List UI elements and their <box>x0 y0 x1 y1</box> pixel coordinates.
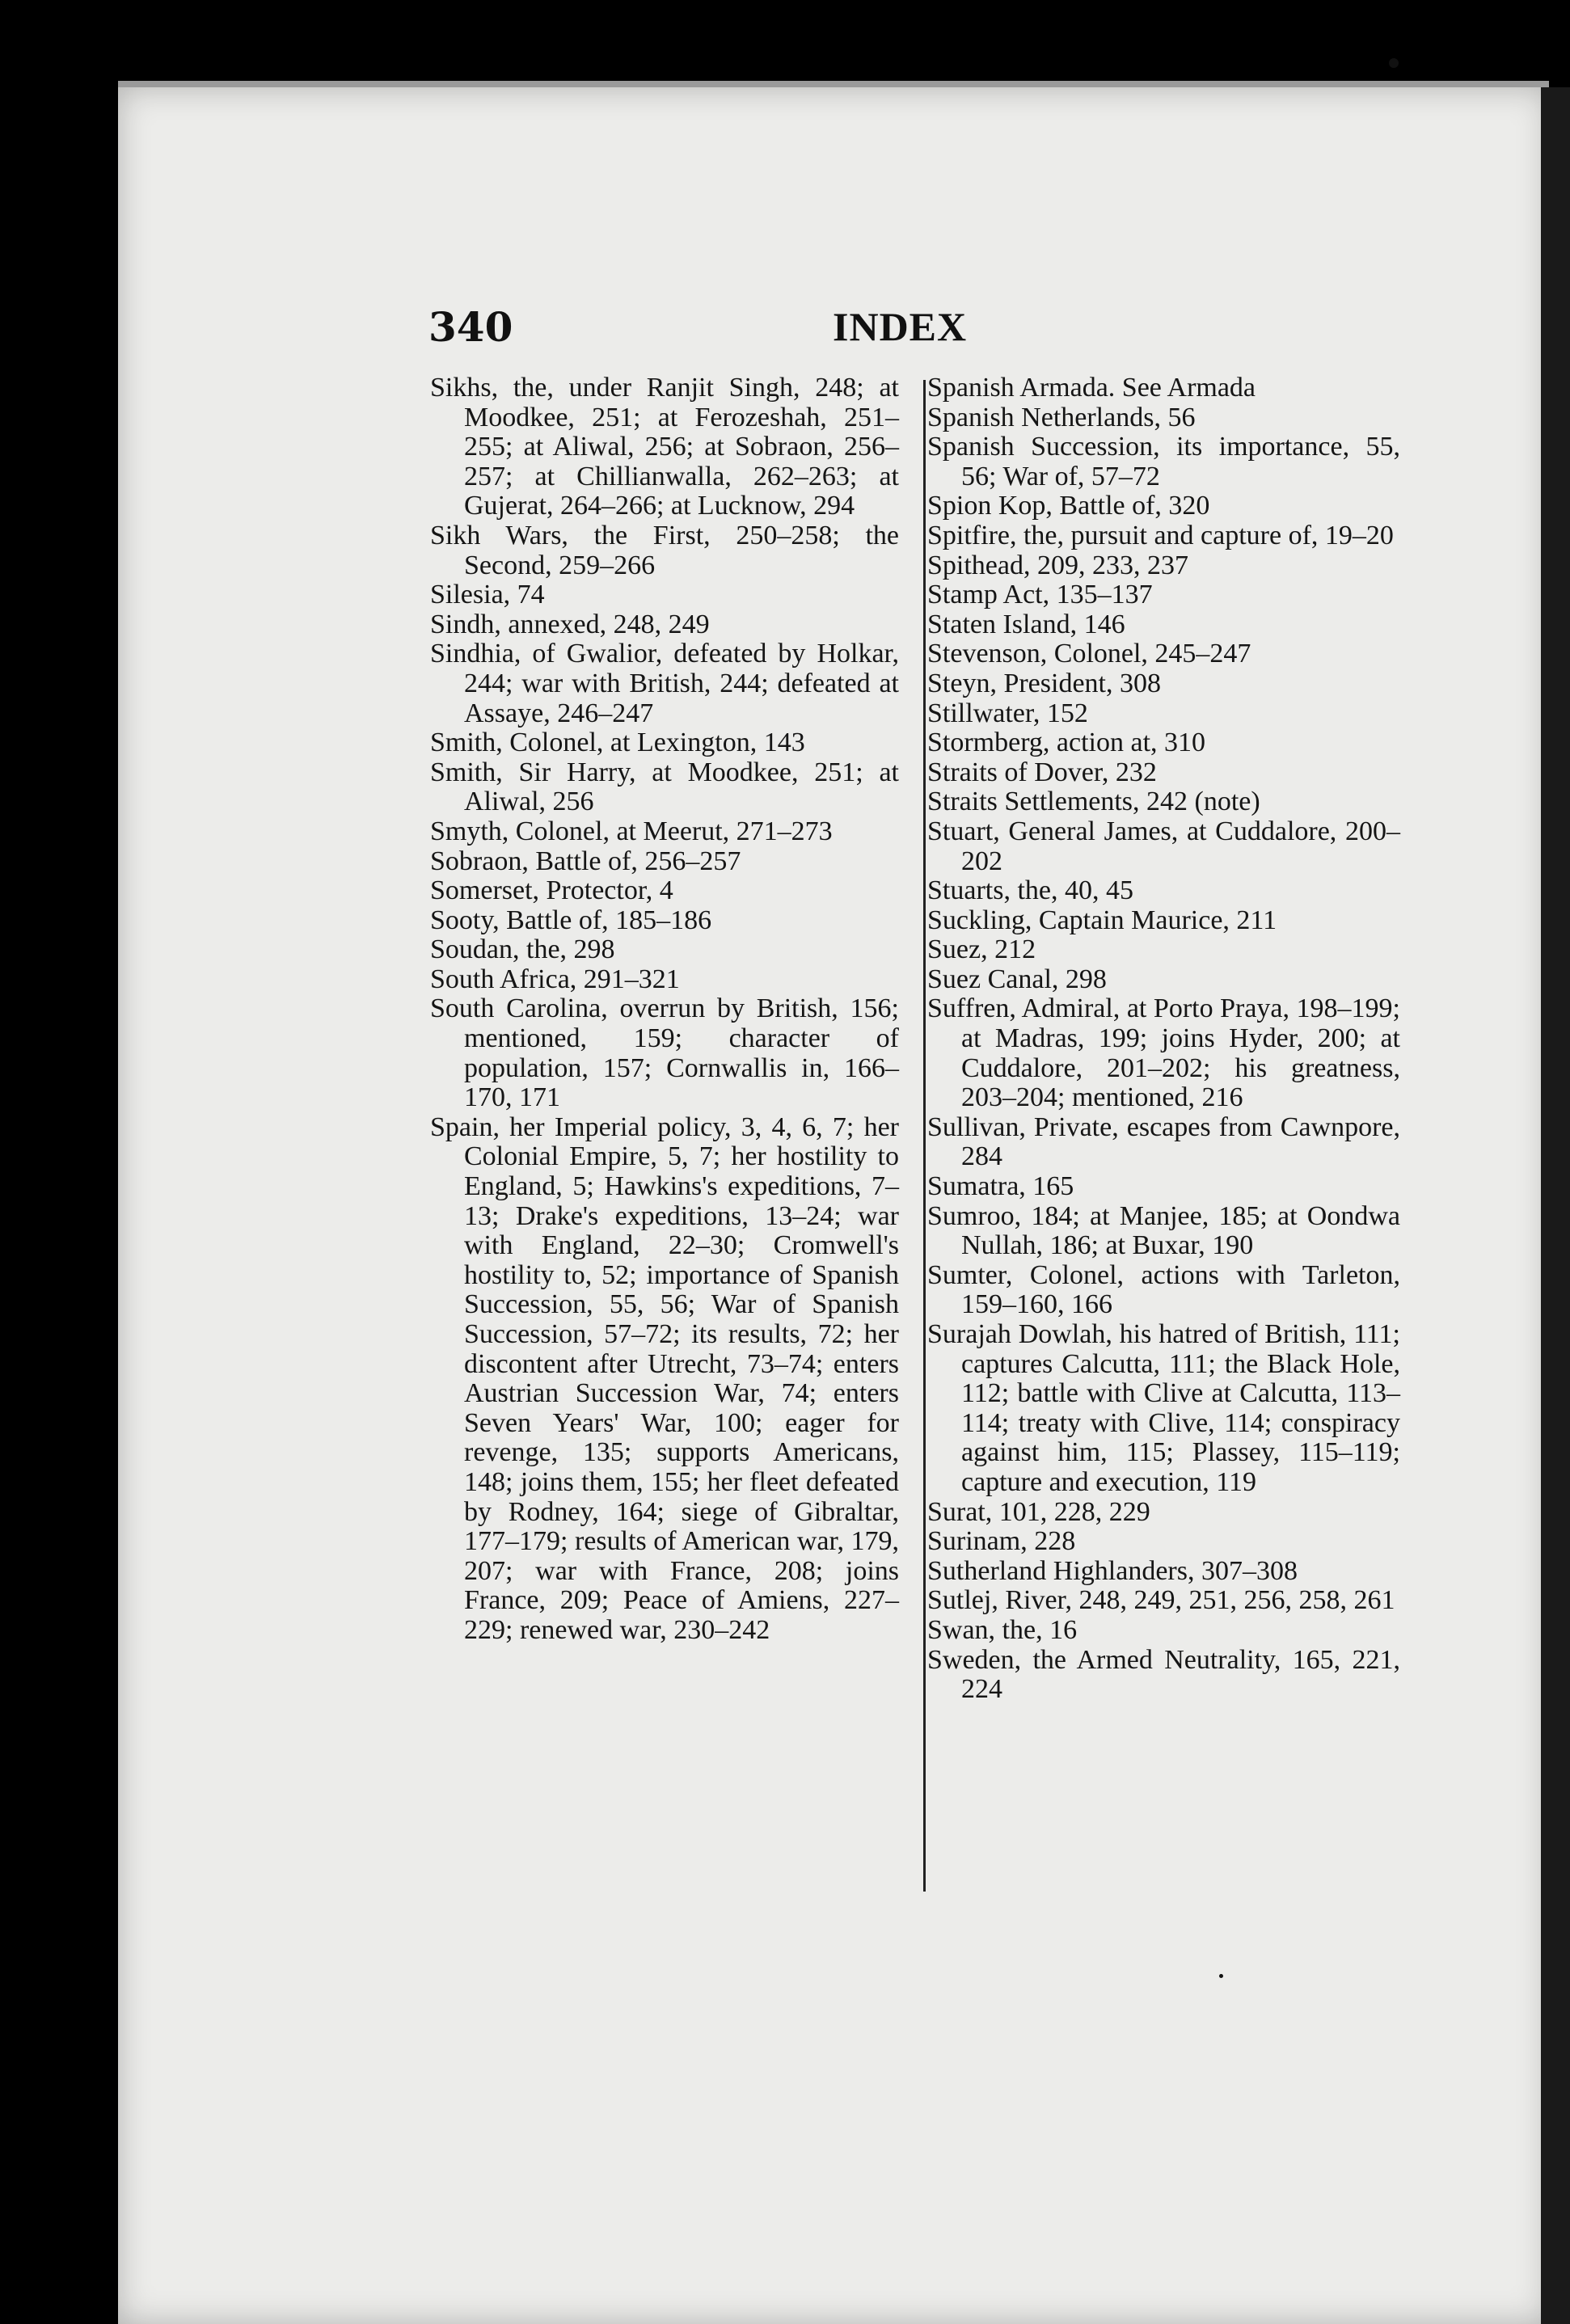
index-column-left <box>430 373 899 1646</box>
index-entry: Sumatra, 165 <box>927 1171 1074 1202</box>
index-entry: Spanish Succession, its importance, 55, 56; War of, 57–72 <box>927 432 1400 491</box>
index-entry: Suffren, Admiral, at Porto Praya, 198–199; at Madras, 199; joins Hyder, 200; at Cuddalore, 201–202; his greatness, 203–204; mentioned, 216 <box>927 993 1400 1113</box>
index-entry: Sikh Wars, the First, 250–258; the Second, 259–266 <box>430 520 899 580</box>
index-entry: Sumroo, 184; at Manjee, 185; at Oondwa Nullah, 186; at Buxar, 190 <box>927 1200 1400 1261</box>
index-entry: Sindh, annexed, 248, 249 <box>430 609 710 639</box>
index-entry: Straits Settlements, 242 (note) <box>927 787 1260 817</box>
index-entry: Suckling, Captain Maurice, 211 <box>927 905 1277 935</box>
index-entry: Sooty, Battle of, 185–186 <box>430 905 712 935</box>
index-entry: Spion Kop, Battle of, 320 <box>927 491 1210 521</box>
index-entry: South Carolina, overrun by British, 156; mentioned, 159; character of population, 157; Cornwallis in, 166–170, 171 <box>430 993 899 1113</box>
index-entry: Stuarts, the, 40, 45 <box>927 875 1133 906</box>
index-entry: Spithead, 209, 233, 237 <box>927 550 1188 580</box>
index-entry: Sullivan, Private, escapes from Cawnpore, 284 <box>927 1111 1400 1172</box>
index-entry: Stevenson, Colonel, 245–247 <box>927 639 1251 669</box>
index-entry: Steyn, President, 308 <box>927 668 1161 698</box>
index-entry: Suez Canal, 298 <box>927 964 1107 994</box>
index-entry: Silesia, 74 <box>430 580 545 610</box>
index-column-right <box>927 373 1400 1705</box>
index-entry: Spain, her Imperial policy, 3, 4, 6, 7; her Colonial Empire, 5, 7; her hostility to England, 5; Hawkins's expeditions, 7–13; Drake's expeditions, 13–24; war with England, 22–30; Cromwell's hostility to, 52; importance of Spanish Succession, 55, 56; War of Spanish Succession, 57–72; its results, 72; her discontent after Utrecht, 73–74; enters Austrian Succession War, 74; enters Seven Years' War, 100; eager for revenge, 135; supports Americans, 148; joins them, 155; her fleet defeated by Rodney, 164; siege of Gibraltar, 177–179; results of American war, 179, 207; war with France, 208; joins France, 209; Peace of Amiens, 227–229; renewed war, 230–242 <box>430 1111 899 1645</box>
index-entry: Smith, Sir Harry, at Moodkee, 251; at Aliwal, 256 <box>430 757 899 817</box>
page-header <box>428 303 1399 376</box>
index-entry: Surat, 101, 228, 229 <box>927 1496 1150 1527</box>
index-entry: Spanish Netherlands, 56 <box>927 402 1196 432</box>
index-entry: Sindhia, of Gwalior, defeated by Holkar, 244; war with British, 244; defeated at Assaye, 246–247 <box>430 639 899 728</box>
index-entry: Straits of Dover, 232 <box>927 757 1157 787</box>
index-entry: Swan, the, 16 <box>927 1614 1078 1645</box>
scan-speck <box>1219 1974 1223 1978</box>
index-entry: Sumter, Colonel, actions with Tarleton, 159–160, 166 <box>927 1259 1400 1320</box>
index-entry: Smith, Colonel, at Lexington, 143 <box>430 728 805 758</box>
index-entry: Stormberg, action at, 310 <box>927 728 1206 758</box>
index-entry: Suez, 212 <box>927 934 1036 965</box>
index-entry: Surajah Dowlah, his hatred of British, 111; captures Calcutta, 111; the Black Hole, 112; battle with Clive at Calcutta, 113–114; treaty with Clive, 114; conspiracy against him, 115; Plassey, 115–119; capture and execution, 119 <box>927 1319 1400 1497</box>
index-entry: Sutherland Highlanders, 307–308 <box>927 1555 1298 1586</box>
index-entry: Somerset, Protector, 4 <box>430 875 673 906</box>
index-entry: Sutlej, River, 248, 249, 251, 256, 258, 261 <box>927 1585 1395 1616</box>
index-entry: Sobraon, Battle of, 256–257 <box>430 846 741 876</box>
index-entry: Spitfire, the, pursuit and capture of, 19–20 <box>927 520 1394 550</box>
index-entry: Spanish Armada. See Armada <box>927 373 1256 403</box>
scan-speck <box>1389 58 1399 68</box>
running-head: INDEX <box>833 304 968 349</box>
index-entry: Stuart, General James, at Cuddalore, 200–202 <box>927 816 1400 876</box>
index-entry: Smyth, Colonel, at Meerut, 271–273 <box>430 816 833 846</box>
index-entry: Stamp Act, 135–137 <box>927 580 1153 610</box>
index-entry: Sikhs, the, under Ranjit Singh, 248; at Moodkee, 251; at Ferozeshah, 251–255; at Aliwal, 256; at Sobraon, 256–257; at Chillianwalla, 262–263; at Gujerat, 264–266; at Lucknow, 294 <box>430 373 899 521</box>
index-entry: Stillwater, 152 <box>927 698 1088 728</box>
scan-border <box>1541 87 1570 2324</box>
page-number: 340 <box>428 303 513 351</box>
index-entry: South Africa, 291–321 <box>430 964 680 994</box>
index-entry: Staten Island, 146 <box>927 609 1125 639</box>
column-divider <box>923 380 926 1892</box>
index-entry: Surinam, 228 <box>927 1526 1076 1557</box>
index-entry: Soudan, the, 298 <box>430 934 615 965</box>
index-entry: Sweden, the Armed Neutrality, 165, 221, 224 <box>927 1644 1400 1705</box>
